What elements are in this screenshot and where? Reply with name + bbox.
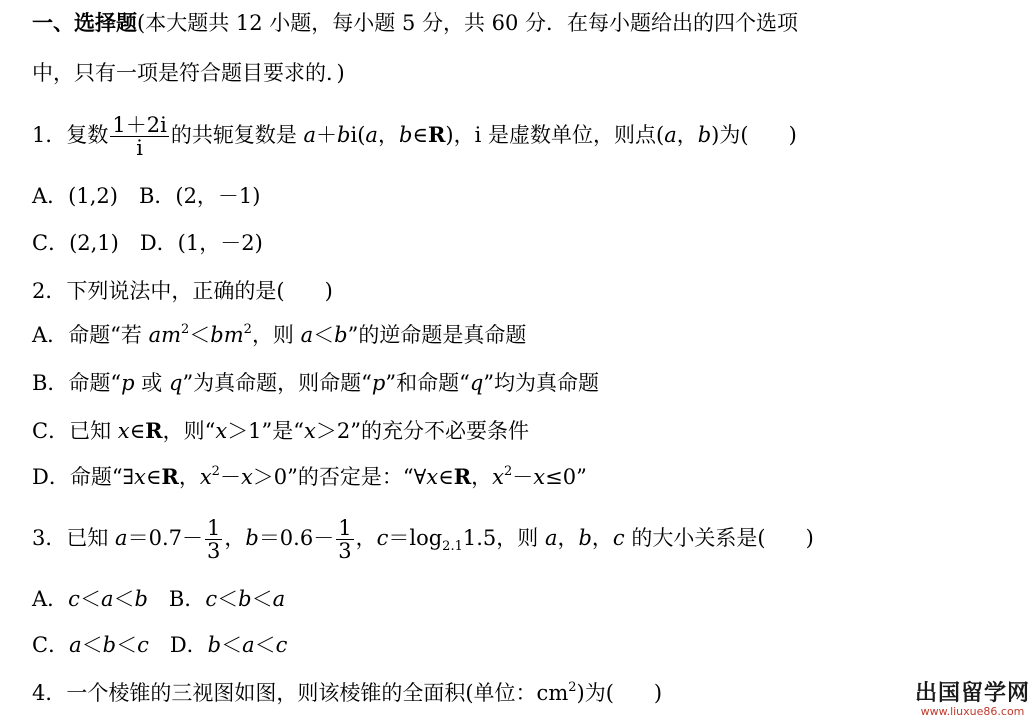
option-text: D．命题“∃	[32, 465, 134, 489]
option-text: B．命题“	[32, 371, 122, 395]
option-text: ，则“	[162, 419, 216, 443]
comma: ，	[591, 526, 613, 550]
section-intro-cont: 中，只有一项是符合题目要求的．)	[32, 61, 345, 85]
less-than: ＜	[116, 633, 138, 657]
var-a: a	[69, 633, 82, 657]
less-than: ＜	[217, 587, 239, 611]
q3-text: 的大小关系是(	[624, 526, 766, 550]
option-text: ≤0”	[545, 465, 587, 489]
option-text: ＞2”的充分不必要条件	[315, 419, 529, 443]
var-x: x	[199, 465, 212, 489]
reals-symbol: R	[453, 464, 472, 489]
var-c: c	[376, 526, 389, 550]
less-than: ＜	[79, 587, 101, 611]
section-heading-line	[32, 10, 798, 36]
var-a: a	[242, 633, 255, 657]
frac-denominator: 3	[338, 539, 352, 563]
var-x: x	[492, 465, 504, 489]
less-than: ＜	[81, 633, 103, 657]
var-a: a	[365, 123, 378, 147]
comma: ，	[471, 465, 493, 489]
var-b: b	[578, 526, 592, 550]
q4-stem: 4．一个棱锥的三视图如图，则该棱锥的全面积(单位：cm	[32, 681, 569, 705]
var-c: c	[68, 587, 80, 611]
log-base: 2.1	[442, 539, 463, 554]
exponent: 2	[503, 464, 513, 479]
var-a: a	[544, 526, 558, 550]
var-q: q	[168, 371, 183, 395]
option-label: B．	[147, 587, 206, 611]
option-text: ”的逆命题是真命题	[347, 323, 527, 347]
var-x: x	[117, 419, 130, 443]
var-b: b	[134, 587, 148, 611]
q3-options-ab	[32, 586, 285, 612]
comma: ，	[557, 526, 579, 550]
option-text: 或	[134, 371, 169, 395]
var-c: c	[612, 526, 625, 550]
section-intro: (本大题共 12 小题，每小题 5 分，共 60 分．在每小题给出的四个选项	[137, 11, 799, 35]
less-than: ＜	[113, 587, 135, 611]
var-a: a	[272, 587, 286, 611]
q1-options-ab: A．(1,2) B．(2，－1)	[32, 184, 261, 208]
var-a: a	[300, 323, 314, 347]
q1-options-cd: C．(2,1) D．(1，－2)	[32, 231, 263, 255]
less-than: ＜	[251, 587, 273, 611]
less-than: ＜	[189, 323, 211, 347]
q4-close-paren: )	[653, 681, 663, 705]
exponent: 2	[211, 464, 220, 479]
q3-text: 3．已知	[32, 526, 116, 550]
section-heading: 一、选择题	[32, 10, 137, 35]
q2-option-d	[32, 464, 587, 490]
q1-text: i(	[350, 123, 366, 147]
q2-option-a	[32, 322, 526, 348]
q3-fraction-2	[336, 517, 353, 562]
minus-sign: －	[219, 465, 241, 489]
option-text: ＞1”是“	[227, 419, 305, 443]
option-text: ”为真命题，则命题“	[182, 371, 372, 395]
var-p: p	[121, 371, 135, 395]
less-than: ＜	[221, 633, 243, 657]
section-intro-line-2	[32, 60, 345, 86]
var-b: b	[245, 526, 259, 550]
frac-numerator: 1	[206, 516, 221, 540]
question-4	[32, 680, 662, 706]
option-label: D．	[148, 633, 208, 657]
option-text: ”和命题“	[385, 371, 470, 395]
var-b: b	[238, 587, 252, 611]
frac-numerator: 1	[338, 516, 352, 540]
var-c: c	[137, 633, 149, 657]
option-label: A．	[32, 587, 69, 611]
comma: ，	[355, 526, 377, 550]
watermark-url: www.liuxue86.com	[920, 705, 1025, 718]
exponent: 2	[568, 680, 577, 695]
option-text: ”均为真命题	[483, 371, 600, 395]
var-b: b	[207, 633, 222, 657]
q2-option-b	[32, 370, 599, 396]
q3-text: ＝0.7－	[127, 526, 203, 550]
q4-text: )为(	[576, 681, 614, 705]
var-b: b	[334, 323, 348, 347]
option-text: A．命题“若	[32, 323, 149, 347]
var-a: a	[664, 123, 677, 147]
q2-stem: 2．下列说法中，正确的是(	[32, 279, 285, 303]
var-x: x	[240, 465, 253, 489]
var-b: b	[337, 123, 351, 147]
plus-sign: ＋	[316, 123, 338, 147]
var-x: x	[304, 419, 316, 443]
var-b: b	[697, 123, 712, 147]
q1-number: 1．复数	[32, 123, 109, 147]
question-2	[32, 278, 333, 304]
var-a: a	[115, 526, 128, 550]
question-3	[32, 513, 814, 563]
q3-close-paren: )	[805, 526, 814, 550]
var-a: a	[100, 587, 114, 611]
q1-text: 的共轭复数是	[170, 123, 304, 147]
option-text: ＞0”的否定是：“∀	[252, 465, 427, 489]
q1-close-paren: )	[788, 123, 797, 147]
q1-fraction	[110, 114, 168, 159]
watermark	[915, 676, 1030, 718]
q2-close-paren: )	[324, 279, 333, 303]
element-of: ∈	[145, 465, 162, 489]
option-text: C．已知	[32, 419, 118, 443]
option-label: C．	[32, 633, 70, 657]
question-1	[32, 112, 797, 159]
less-than: ＜	[313, 323, 335, 347]
comma: ，	[178, 465, 200, 489]
var-x: x	[426, 465, 439, 489]
q3-text: ＝0.6－	[258, 526, 335, 550]
exponent: 2	[181, 322, 190, 337]
q1-frac-denominator: i	[136, 136, 143, 160]
var-b: b	[102, 633, 117, 657]
reals-symbol: R	[427, 122, 446, 147]
var-x: x	[533, 465, 546, 489]
var-x: x	[215, 419, 228, 443]
var-b: b	[398, 123, 413, 147]
q1-text: )为(	[711, 123, 749, 147]
reals-symbol: R	[161, 464, 179, 489]
var-x: x	[133, 465, 146, 489]
q3-options-cd	[32, 632, 287, 658]
q1-text: )，i 是虚数单位，则点(	[445, 123, 665, 147]
reals-symbol: R	[145, 418, 163, 443]
var-q: q	[469, 371, 484, 395]
watermark-title: 出国留学网	[914, 681, 1030, 706]
var-p: p	[371, 371, 386, 395]
var-c: c	[205, 587, 218, 611]
option-text: ，则	[251, 323, 301, 347]
frac-denominator: 3	[206, 539, 221, 563]
comma: ，	[224, 526, 246, 550]
element-of: ∈	[412, 123, 428, 147]
q3-fraction-1	[205, 517, 222, 562]
element-of: ∈	[438, 465, 454, 489]
comma: ，	[377, 123, 399, 147]
q2-option-c	[32, 418, 529, 444]
q3-text: ＝log	[388, 526, 443, 550]
comma: ，	[676, 123, 698, 147]
var-c: c	[275, 633, 288, 657]
exponent: 2	[243, 322, 252, 337]
var-bm: bm	[210, 323, 244, 347]
var-am: am	[148, 323, 182, 347]
minus-sign: －	[512, 465, 534, 489]
var-a: a	[303, 123, 317, 147]
q3-text: 1.5，则	[462, 526, 545, 550]
q1-frac-numerator: 1＋2i	[112, 113, 167, 137]
element-of: ∈	[129, 419, 146, 443]
less-than: ＜	[254, 633, 276, 657]
